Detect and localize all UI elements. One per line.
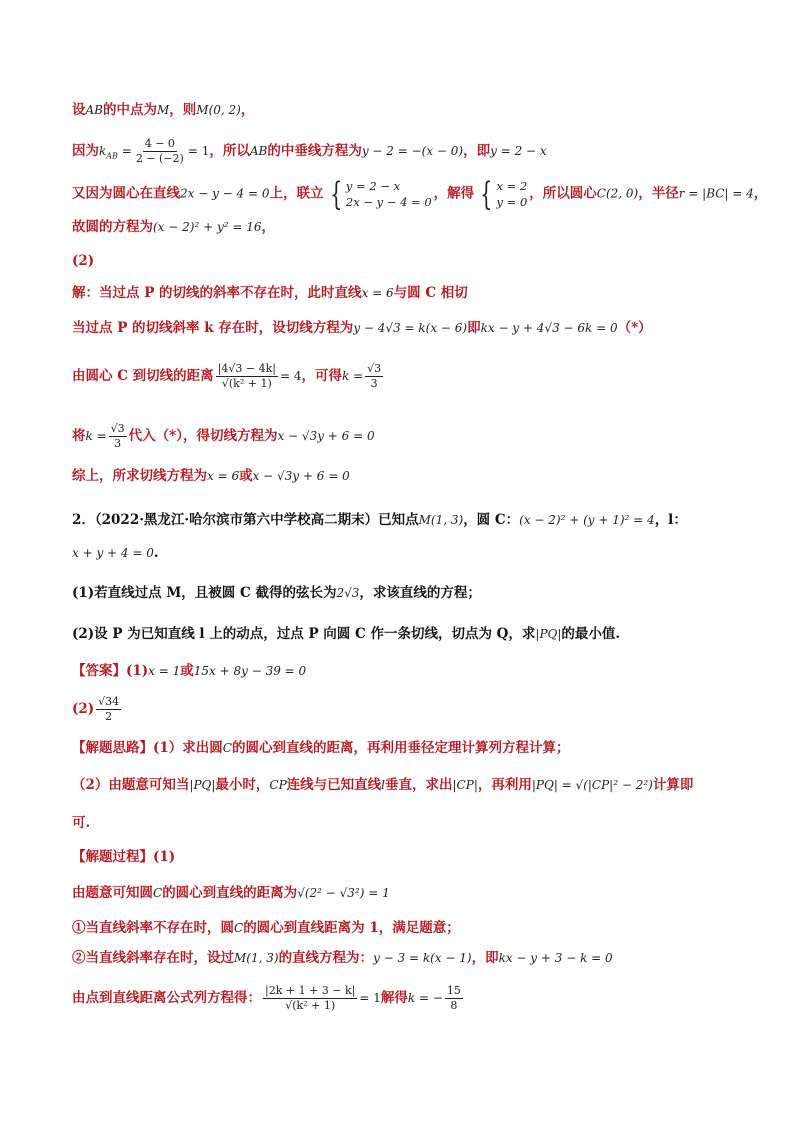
fraction xyxy=(445,984,463,1013)
answer-line xyxy=(72,661,734,681)
math: x = 6 xyxy=(361,286,394,300)
text-line xyxy=(72,883,734,903)
equation-row: y = 0 xyxy=(496,195,528,209)
fraction xyxy=(263,984,357,1013)
math: M(1, 3) xyxy=(234,951,279,965)
math: |CP| xyxy=(452,778,478,792)
text: (2)设 P 为已知直线 l 上的动点，过点 P 向圆 C 作一条切线，切点为 Q，求 xyxy=(72,626,536,642)
text-line xyxy=(72,137,734,167)
fraction xyxy=(134,137,186,166)
text: ②当直线斜率存在时，设过 xyxy=(72,950,234,966)
denominator: 2 − (−2) xyxy=(135,152,184,165)
equation-system xyxy=(326,175,432,213)
text: ，即 xyxy=(471,950,499,966)
math: C xyxy=(153,886,163,900)
text-line xyxy=(72,217,734,237)
math: C xyxy=(234,921,244,935)
text: 的圆心到直线的距离，再利用垂径定理计算列方程计算； xyxy=(231,740,570,756)
math: M xyxy=(156,103,170,117)
math: k = xyxy=(341,369,364,383)
fraction xyxy=(365,362,383,391)
text: . xyxy=(153,545,159,561)
text: ，l： xyxy=(654,512,687,528)
text: （*） xyxy=(617,320,652,336)
numerator: √3 xyxy=(110,422,125,435)
math: y = 2 − x xyxy=(490,144,547,158)
text: ，求该直线的方程； xyxy=(359,585,481,601)
text: 故圆的方程为 xyxy=(72,219,153,235)
text: ，半径 xyxy=(638,185,679,202)
text: 2．（2022·黑龙江·哈尔滨市第六中学校高二期末）已知点 xyxy=(72,512,419,528)
answer-line xyxy=(72,695,734,724)
math: y − 3 = k(x − 1) xyxy=(373,951,472,965)
math: x + y + 4 = 0 xyxy=(72,546,154,560)
math: AB xyxy=(249,144,268,158)
equation-row: y = 2 − x xyxy=(345,179,401,193)
equation-row: 2x − y − 4 = 0 xyxy=(345,195,432,209)
denominator: 8 xyxy=(450,999,458,1012)
text: 上，联立 xyxy=(269,185,324,202)
fraction xyxy=(109,422,127,451)
section-label: 【解题思路】 xyxy=(72,740,153,756)
math: 2√3 xyxy=(336,586,360,600)
math: x − √3y + 6 = 0 xyxy=(277,429,375,443)
text: (2) xyxy=(72,701,95,717)
text: ， xyxy=(240,102,255,118)
denominator: √(k² + 1) xyxy=(221,377,272,390)
text: ，即 xyxy=(463,143,491,159)
text-line xyxy=(72,775,734,795)
text-line xyxy=(72,100,734,120)
math: 2x − y − 4 = 0 xyxy=(180,186,270,201)
text: (1）求出圆 xyxy=(153,740,223,756)
text: (2) xyxy=(72,253,95,269)
numerator: √3 xyxy=(367,362,382,375)
text: ，可得 xyxy=(301,368,342,384)
text: ，则 xyxy=(169,102,197,118)
math: r = |BC| = 4 xyxy=(678,186,754,201)
text-line xyxy=(72,362,734,391)
text-line xyxy=(72,984,734,1013)
math: = 1 xyxy=(359,991,381,1005)
text: 与圆 C 相切 xyxy=(393,285,468,301)
text: 的圆心到直线的距离为 xyxy=(162,885,298,901)
math: x = 6 xyxy=(207,469,240,483)
text: 或 xyxy=(180,663,194,679)
text-line xyxy=(72,175,768,213)
text-line xyxy=(72,948,734,968)
denominator: √(k² + 1) xyxy=(285,999,336,1012)
math: = xyxy=(117,144,132,158)
text: 当过点 P 的切线斜率 k 存在时，设切线方程为 xyxy=(72,320,354,336)
equation-system xyxy=(476,175,528,213)
text: 由圆心 C 到切线的距离 xyxy=(72,368,214,384)
question-line xyxy=(72,543,734,563)
text: 综上，所求切线方程为 xyxy=(72,468,207,484)
brace: { xyxy=(480,175,493,213)
denominator: 3 xyxy=(114,437,122,450)
denominator: 3 xyxy=(370,377,378,390)
text: 由点到直线距离公式列方程得： xyxy=(72,990,261,1006)
text: （2）由题意可知当 xyxy=(72,777,190,793)
text-line xyxy=(72,283,734,303)
math: M(1, 3) xyxy=(418,513,464,527)
fraction xyxy=(216,362,278,391)
text: ，圆 C： xyxy=(463,512,520,528)
math: (x − 2)² + y² = 16 xyxy=(153,220,262,234)
text: 由题意可知圆 xyxy=(72,885,153,901)
math: y − 4√3 = k(x − 6) xyxy=(353,321,468,335)
math: kx − y + 4√3 − 6k = 0 xyxy=(480,321,618,335)
math: |PQ| xyxy=(189,778,216,792)
text: 又因为圆心在直线 xyxy=(72,185,180,202)
text-line xyxy=(72,813,734,833)
text: 或 xyxy=(239,468,253,484)
fraction xyxy=(96,695,121,724)
text: 的中垂线方程为 xyxy=(267,143,362,159)
denominator: 2 xyxy=(105,710,113,723)
math: |PQ| = √(|CP|² − 2²) xyxy=(531,778,653,792)
numerator: 4 − 0 xyxy=(144,137,175,150)
equation-row: x = 2 xyxy=(496,179,528,193)
numerator: |4√3 − 4k| xyxy=(217,362,276,375)
text: ， xyxy=(753,185,768,202)
text-line xyxy=(72,738,734,758)
math: x = 1 xyxy=(148,664,181,678)
text: 即 xyxy=(467,320,481,336)
text-line xyxy=(72,918,734,938)
brace: { xyxy=(329,175,342,213)
math: kx − y + 3 − k = 0 xyxy=(498,951,613,965)
text: (1)若直线过点 M，且被圆 C 截得的弦长为 xyxy=(72,585,337,601)
answer-label: 【答案】 xyxy=(72,663,126,679)
math: = 4 xyxy=(279,369,302,383)
text: (1) xyxy=(126,663,149,679)
text: 计算即 xyxy=(652,777,694,793)
text: ①当直线斜率不存在时，圆 xyxy=(72,920,234,936)
text: ，再利用 xyxy=(477,777,532,793)
math: C(2, 0) xyxy=(596,186,639,201)
math: |PQ| xyxy=(535,627,562,641)
text: 的直线方程为： xyxy=(278,950,374,966)
section-label: 【解题过程】 xyxy=(72,849,153,865)
text: (1) xyxy=(153,849,176,865)
text: 的最小值. xyxy=(561,626,621,642)
math: CP xyxy=(269,778,287,792)
text: 最小时， xyxy=(215,777,270,793)
text-line xyxy=(72,318,734,338)
math: √(2² − √3²) = 1 xyxy=(297,886,390,900)
question-line xyxy=(72,510,734,530)
text-line xyxy=(72,466,734,486)
text: 设 xyxy=(72,102,86,118)
text: 解：当过点 P 的切线的斜率不存在时，此时直线 xyxy=(72,285,362,301)
math: y − 2 = −(x − 0) xyxy=(361,144,464,158)
question-line xyxy=(72,583,734,603)
math-subscript: AB xyxy=(106,151,118,161)
math: 15x + 8y − 39 = 0 xyxy=(193,664,307,678)
text: ，解得 xyxy=(433,185,475,202)
text-line xyxy=(72,422,734,451)
numerator: √34 xyxy=(98,695,120,708)
math: = 1 xyxy=(187,144,210,158)
math: l xyxy=(381,778,386,792)
text: 代入（*），得切线方程为 xyxy=(128,428,278,444)
text: 连线与已知直线 xyxy=(286,777,382,793)
numerator: |2k + 1 + 3 − k| xyxy=(265,984,356,997)
text-line xyxy=(72,251,734,271)
text: ， xyxy=(261,219,275,235)
text: 因为 xyxy=(72,143,99,159)
math: (x − 2)² + (y + 1)² = 4 xyxy=(519,513,655,527)
math: x − √3y + 6 = 0 xyxy=(252,469,350,483)
math: C xyxy=(222,741,232,755)
math: k = xyxy=(85,429,107,443)
text: 可. xyxy=(72,815,91,831)
math: M(0, 2) xyxy=(196,103,241,117)
text: 解得 xyxy=(380,990,408,1006)
text: 垂直，求出 xyxy=(385,777,453,793)
math: k xyxy=(99,144,107,158)
math: AB xyxy=(85,103,103,117)
text: 的圆心到直线距离为 1，满足题意； xyxy=(243,920,460,936)
text: ，所以圆心 xyxy=(529,185,597,202)
numerator: 15 xyxy=(446,984,461,997)
math: k = − xyxy=(407,991,443,1005)
question-line xyxy=(72,624,734,644)
text-line xyxy=(72,847,734,867)
text: ，所以 xyxy=(209,143,250,159)
text: 将 xyxy=(72,428,86,444)
text: 的中点为 xyxy=(102,102,157,118)
